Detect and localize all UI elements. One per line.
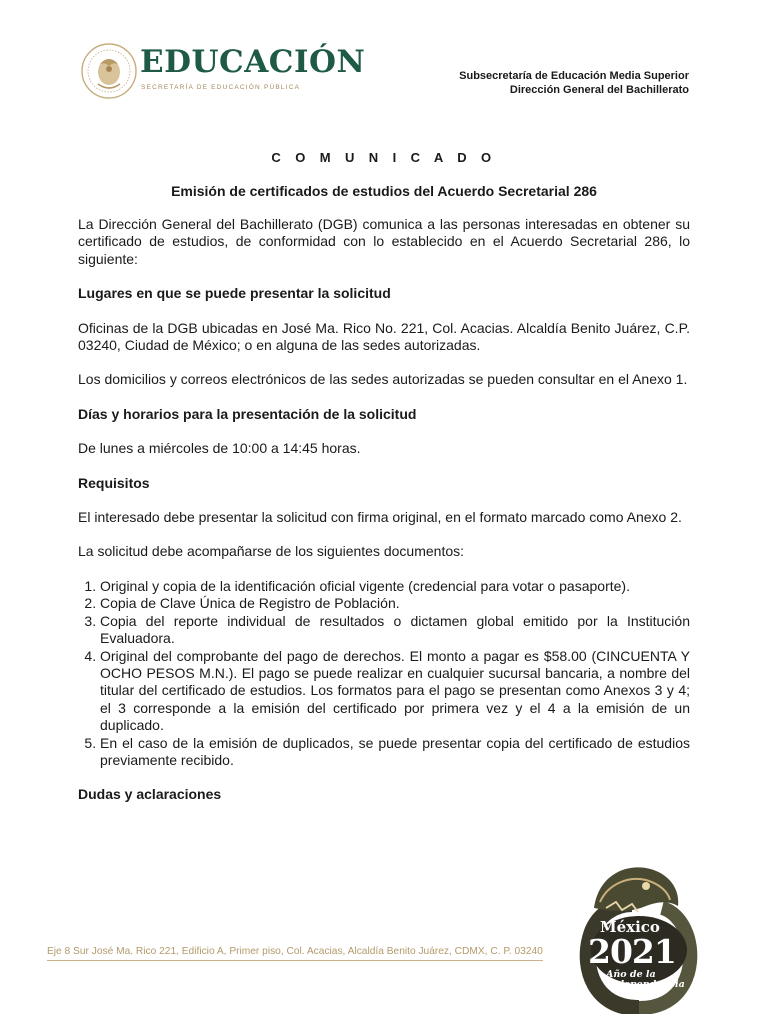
- locations-annex-paragraph: Los domicilios y correos electrónicos de las sedes autorizadas se pueden consultar en el Anexo 1.: [78, 371, 688, 388]
- document-body: [78, 216, 690, 821]
- intro-paragraph: La Dirección General del Bachillerato (DGB) comunica a las personas interesadas en obtener su certificado de estudios, de conformidad con lo establecido en el Acuerdo Secretarial 286, lo siguiente:: [78, 216, 690, 267]
- header-department: [459, 69, 689, 97]
- list-item: 1. Original y copia de la identificación oficial vigente (credencial para votar o pasaporte).: [100, 578, 690, 595]
- brand-subtitle: SECRETARÍA DE EDUCACIÓN PÚBLICA: [141, 84, 301, 91]
- list-item: 4. Original del comprobante del pago de derechos. El monto a pagar es $58.00 (CINCUENTA Y OCHO PESOS M.N.). El pago se puede realizar en cualquier sucursal bancaria, a nombre del titular del certificado de estudios. Los formatos para el pago se presentan como Anexos 3 y 4; el 3 corresponde a la emisión del certificado por primera vez y el 4 a la emisión de un duplicado.: [100, 648, 690, 735]
- list-item: 5. En el caso de la emisión de duplicados, se puede presentar copia del certificado de estudios previamente recibido.: [100, 735, 690, 770]
- section-heading-questions: Dudas y aclaraciones: [78, 786, 222, 803]
- mexico-2021-badge: [576, 858, 702, 1014]
- badge-line-1: México: [600, 918, 660, 936]
- header-line-1: Subsecretaría de Educación Media Superior: [459, 70, 689, 82]
- brand-title: EDUCACIÓN: [140, 44, 366, 80]
- document-title: C O M U N I C A D O: [271, 150, 497, 165]
- badge-line-2: 2021: [588, 932, 676, 971]
- document-subtitle: Emisión de certificados de estudios del Acuerdo Secretarial 286: [171, 183, 597, 199]
- header-line-2: Dirección General del Bachillerato: [509, 84, 689, 96]
- documents-intro-paragraph: La solicitud debe acompañarse de los siguientes documentos:: [78, 543, 465, 560]
- schedule-paragraph: De lunes a miércoles de 10:00 a 14:45 horas.: [78, 440, 361, 457]
- badge-line-3: Año de la: [606, 969, 656, 980]
- list-item: 3. Copia del reporte individual de resultados o dictamen global emitido por la Institución Evaluadora.: [100, 613, 690, 648]
- section-heading-schedule: Días y horarios para la presentación de la solicitud: [78, 405, 417, 422]
- section-heading-requirements: Requisitos: [78, 474, 150, 491]
- section-heading-locations: Lugares en que se puede presentar la solicitud: [78, 285, 391, 302]
- badge-line-4: Independencia: [606, 979, 685, 990]
- list-item: 2. Copia de Clave Única de Registro de Población.: [100, 595, 690, 612]
- locations-paragraph: Oficinas de la DGB ubicadas en José Ma. Rico No. 221, Col. Acacias. Alcaldía Benito Juárez, C.P. 03240, Ciudad de México; o en alguna de las sedes autorizadas.: [78, 319, 690, 354]
- footer-address: Eje 8 Sur José Ma. Rico 221, Edificio A, Primer piso, Col. Acacias, Alcaldía Benito Juárez, CDMX, C. P. 03240: [47, 946, 543, 961]
- sep-logo: [80, 40, 366, 106]
- national-seal-icon: [80, 42, 138, 100]
- requirements-paragraph: El interesado debe presentar la solicitud con firma original, en el formato marcado como Anexo 2.: [78, 509, 682, 526]
- requirements-list: [78, 578, 690, 769]
- badge-motto: [606, 970, 685, 990]
